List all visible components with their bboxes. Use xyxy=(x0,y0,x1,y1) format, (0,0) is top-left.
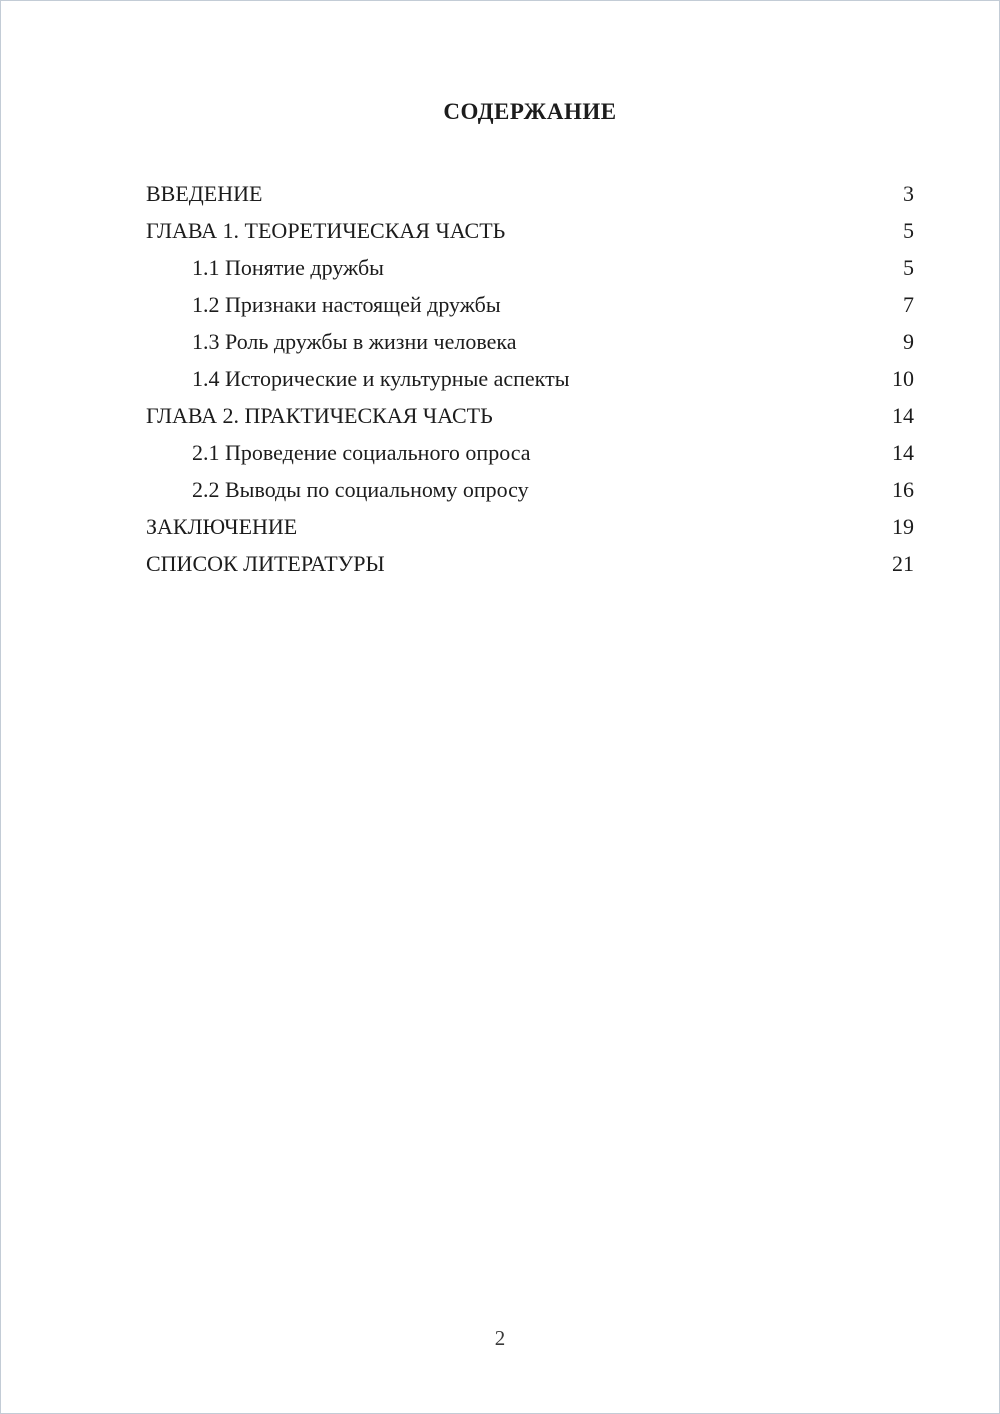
toc-entry-label: ГЛАВА 1. ТЕОРЕТИЧЕСКАЯ ЧАСТЬ xyxy=(146,218,506,243)
toc-entry-label: 1.4 Исторические и культурные аспекты xyxy=(192,366,570,391)
toc-entry-page-number: 10 xyxy=(892,366,914,391)
toc-entry-page-number: 16 xyxy=(892,477,914,502)
toc-entry-label: ГЛАВА 2. ПРАКТИЧЕСКАЯ ЧАСТЬ xyxy=(146,403,493,428)
page-content xyxy=(146,1,914,582)
toc-entry-chapter-2 xyxy=(146,397,914,434)
toc-entry-introduction xyxy=(146,175,914,212)
toc-entry-page-number: 9 xyxy=(903,329,914,354)
toc-entry-chapter-1 xyxy=(146,212,914,249)
toc-entry-1-1 xyxy=(146,249,914,286)
toc-entry-label: 1.1 Понятие дружбы xyxy=(192,255,384,280)
page-title: СОДЕРЖАНИЕ xyxy=(443,99,617,124)
toc-entry-2-1 xyxy=(146,434,914,471)
toc-entry-page-number: 19 xyxy=(892,514,914,539)
toc-entry-page-number: 5 xyxy=(903,255,914,280)
toc-entry-label: 1.3 Роль дружбы в жизни человека xyxy=(192,329,517,354)
toc-entry-page-number: 14 xyxy=(892,403,914,428)
toc-entry-page-number: 14 xyxy=(892,440,914,465)
toc-entry-page-number: 7 xyxy=(903,292,914,317)
toc-entry-1-2 xyxy=(146,286,914,323)
footer-page-number: 2 xyxy=(494,1326,506,1350)
toc-entry-page-number: 21 xyxy=(892,551,914,576)
toc-entry-conclusion xyxy=(146,508,914,545)
toc-entry-label: ЗАКЛЮЧЕНИЕ xyxy=(146,514,298,539)
toc-entry-label: 1.2 Признаки настоящей дружбы xyxy=(192,292,501,317)
toc-entry-1-4 xyxy=(146,360,914,397)
toc-entry-page-number: 3 xyxy=(903,181,914,206)
toc-entry-2-2 xyxy=(146,471,914,508)
table-of-contents xyxy=(146,175,914,582)
toc-entry-label: 2.2 Выводы по социальному опросу xyxy=(192,477,529,502)
toc-entry-label: 2.1 Проведение социального опроса xyxy=(192,440,531,465)
toc-entry-label: СПИСОК ЛИТЕРАТУРЫ xyxy=(146,551,385,576)
toc-entry-page-number: 5 xyxy=(903,218,914,243)
toc-entry-1-3 xyxy=(146,323,914,360)
toc-entry-bibliography xyxy=(146,545,914,582)
toc-entry-label: ВВЕДЕНИЕ xyxy=(146,181,263,206)
